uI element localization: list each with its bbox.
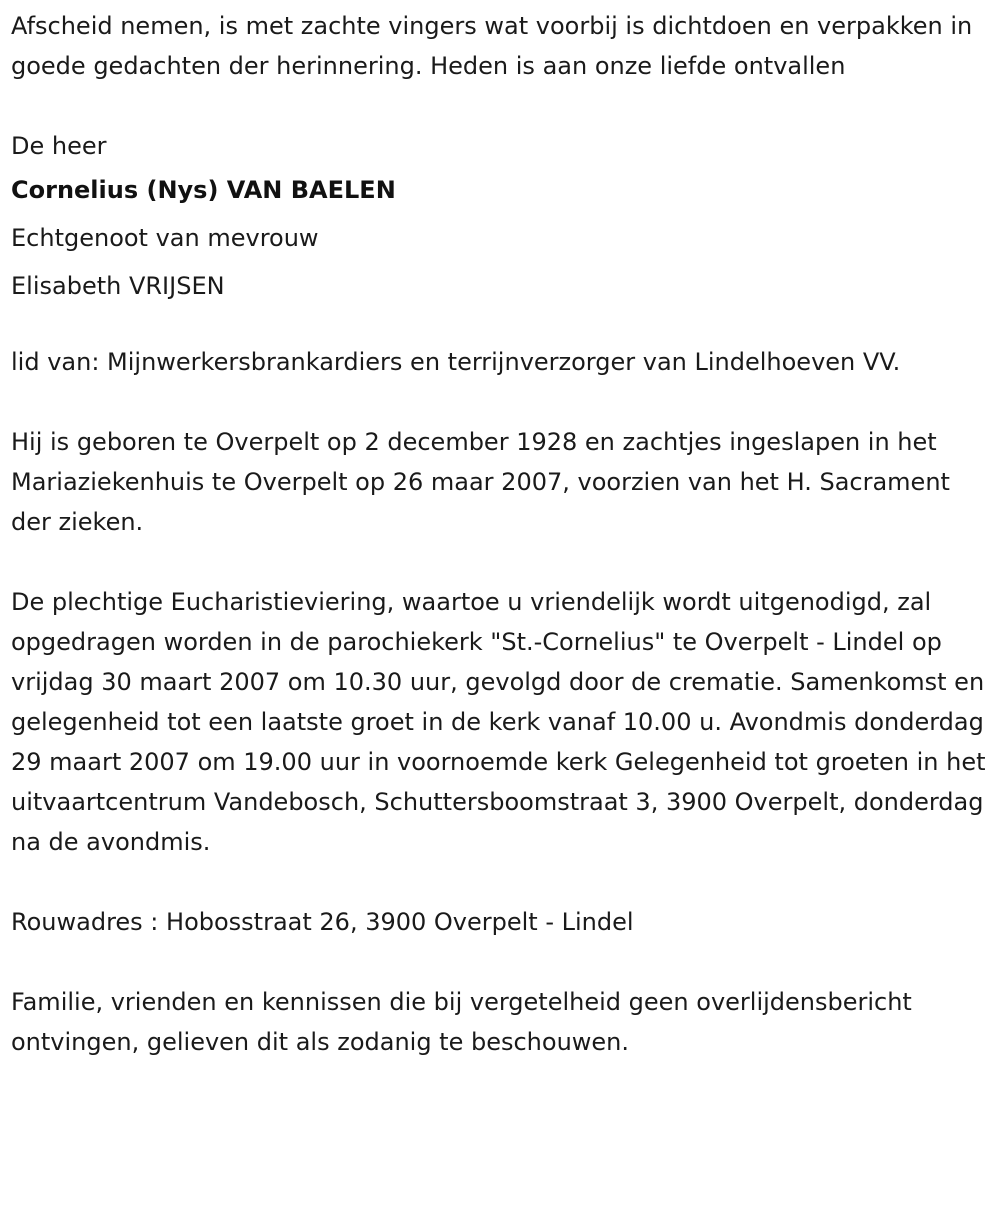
birth-death-paragraph: Hij is geboren te Overpelt op 2 december 1928 en zachtjes ingeslapen in het Mariaziekenhuis te Overpelt op 26 maar 2007, voorzien van het H. Sacrament der zieken. — [11, 428, 950, 536]
spouse-label: Echtgenoot van mevrouw — [11, 224, 319, 252]
mourning-address: Rouwadres : Hobosstraat 26, 3900 Overpelt - Lindel — [11, 908, 634, 936]
closing-paragraph: Familie, vrienden en kennissen die bij vergetelheid geen overlijdensbericht ontvingen, gelieven dit als zodanig te beschouwen. — [11, 988, 912, 1056]
intro-paragraph: Afscheid nemen, is met zachte vingers wat voorbij is dichtdoen en verpakken in goede gedachten der herinnering. Heden is aan onze liefde ontvallen — [11, 12, 973, 80]
deceased-name: Cornelius (Nys) VAN BAELEN — [11, 176, 396, 204]
spouse-name: Elisabeth VRIJSEN — [11, 272, 225, 300]
honorific: De heer — [11, 132, 107, 160]
ceremony-paragraph: De plechtige Eucharistieviering, waartoe u vriendelijk wordt uitgenodigd, zal opgedragen worden in de parochiekerk "St.-Cornelius" te Overpelt - Lindel op vrijdag 30 maart 2007 om 10.30 uur, gevolgd door de crematie. Samenkomst en gelegenheid tot een laatste groet in de kerk vanaf 10.00 u. Avondmis donderdag 29 maart 2007 om 19.00 uur in voornoemde kerk Gelegenheid tot groeten in het uitvaartcentrum Vandebosch, Schuttersboomstraat 3, 3900 Overpelt, donderdag na de avondmis. — [11, 588, 986, 856]
membership-paragraph: lid van: Mijnwerkersbrankardiers en terrijnverzorger van Lindelhoeven VV. — [11, 348, 901, 376]
spacer — [11, 310, 988, 342]
